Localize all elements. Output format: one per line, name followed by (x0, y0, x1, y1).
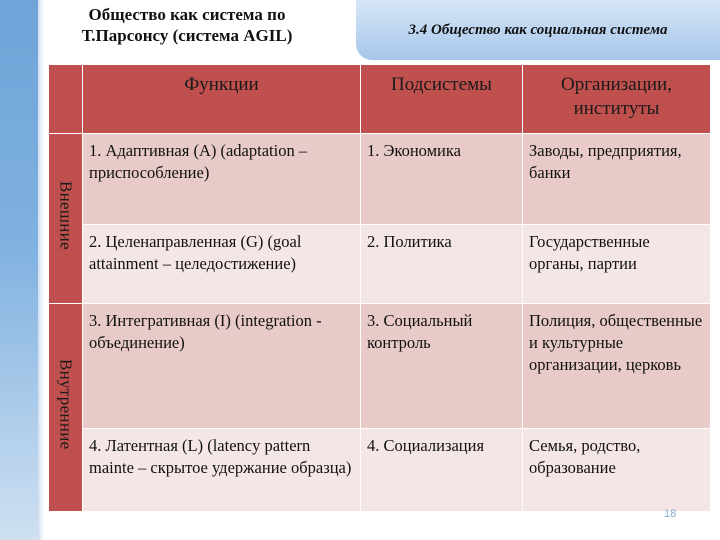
subsystem-cell: 2. Политика (361, 224, 523, 303)
group-internal-label: Внутренние (56, 359, 76, 450)
organizations-cell: Заводы, предприятия, банки (523, 133, 711, 224)
page-number: 18 (664, 508, 677, 520)
slide-title: Общество как система по Т.Парсонсу (система AGIL) (81, 5, 293, 45)
table-row (49, 429, 711, 512)
section-title (356, 0, 720, 60)
organizations-cell: Полиция, общественные и культурные организации, церковь (523, 303, 711, 428)
function-cell: 4. Латентная (L) (latency pattern mainte – скрытое удержание образца) (83, 429, 361, 512)
function-cell: 1. Адаптивная (A) (adaptation – приспособление) (83, 133, 361, 224)
table-row (49, 224, 711, 303)
group-external-label: Внешние (56, 180, 76, 250)
header-organizations: Организации, институты (523, 65, 711, 134)
header-subsystems: Подсистемы (361, 65, 523, 134)
left-decorative-bar (0, 0, 38, 540)
subsystem-cell: 4. Социализация (361, 429, 523, 512)
subsystem-cell: 3. Социальный контроль (361, 303, 523, 428)
organizations-cell: Семья, родство, образование (523, 429, 711, 512)
subsystem-cell: 1. Экономика (361, 133, 523, 224)
table-header-row (49, 65, 711, 134)
header-functions: Функции (83, 65, 361, 134)
header-corner (49, 65, 83, 134)
table-row (49, 303, 711, 428)
group-internal (49, 303, 83, 511)
section-title-text: 3.4 Общество как социальная система (408, 21, 668, 38)
function-cell: 2. Целенаправленная (G) (goal attainment – целедостижение) (83, 224, 361, 303)
organizations-cell: Государственные органы, партии (523, 224, 711, 303)
agil-table (48, 64, 711, 512)
group-external (49, 133, 83, 303)
function-cell: 3. Интегративная (I) (integration - объединение) (83, 303, 361, 428)
table-row (49, 133, 711, 224)
